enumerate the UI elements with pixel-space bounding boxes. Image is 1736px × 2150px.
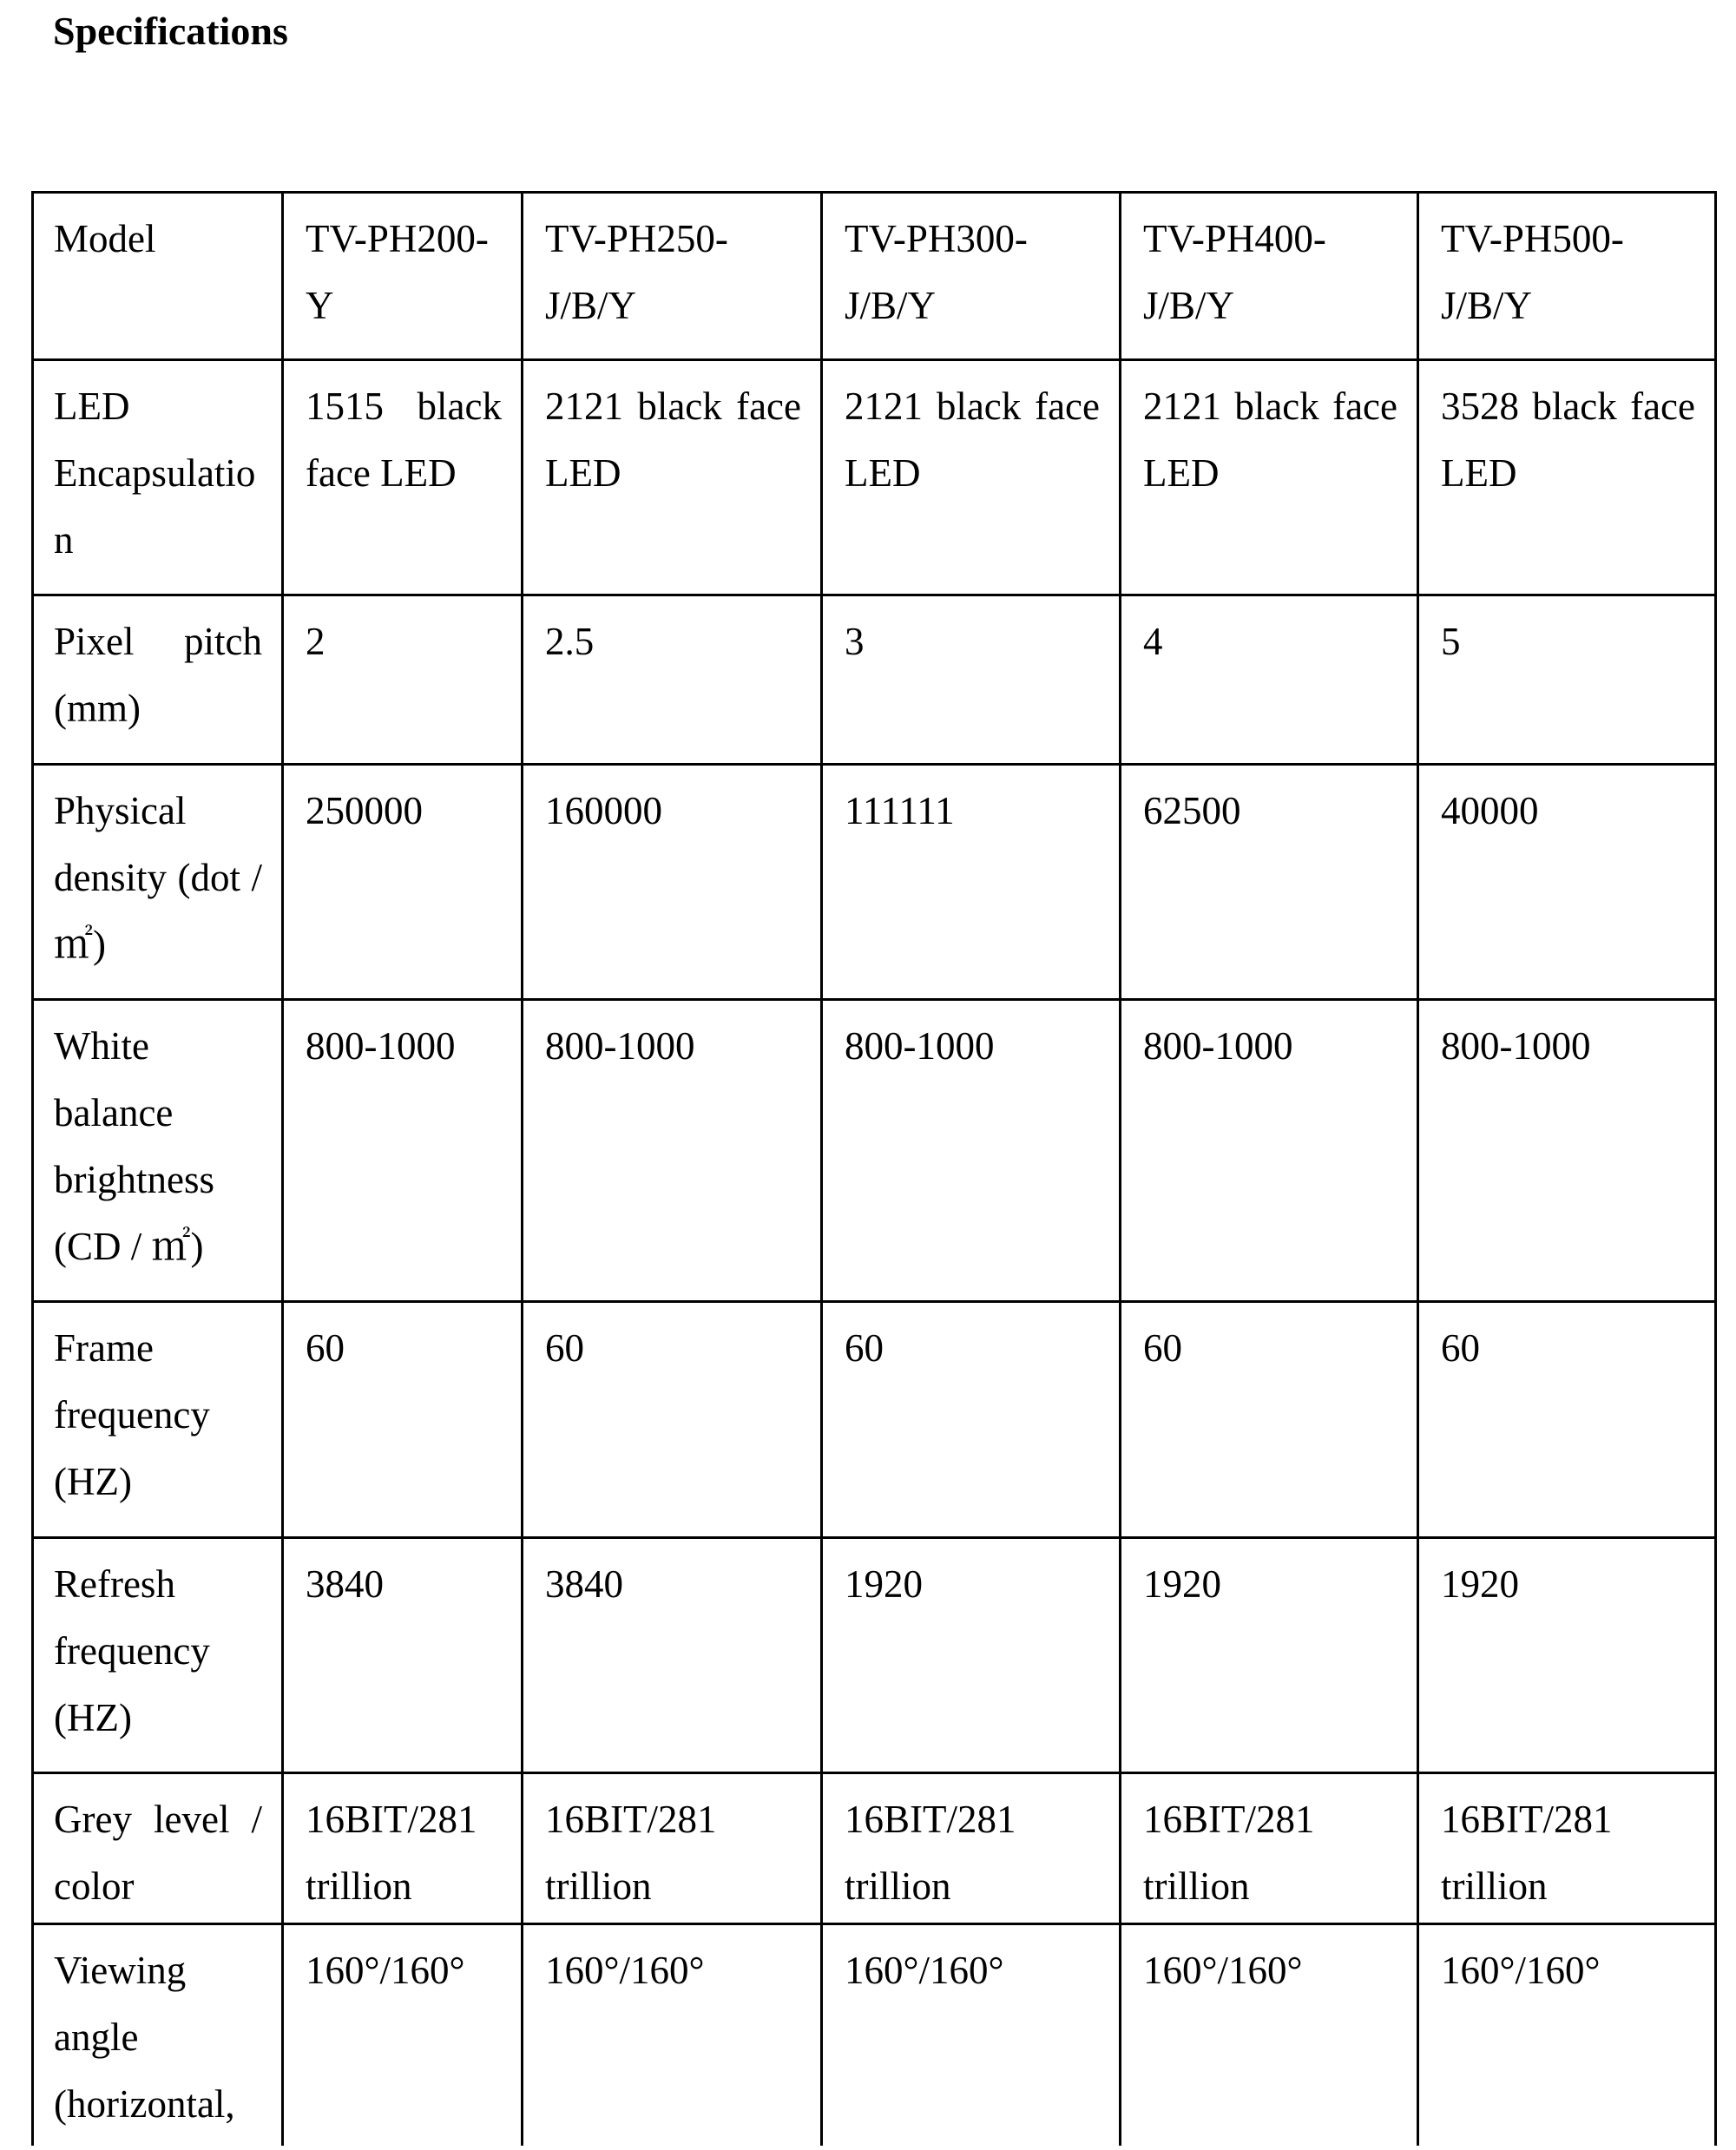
table-cell: 4	[1121, 595, 1418, 765]
model-name-cell: TV-PH300-J/B/Y	[822, 193, 1121, 360]
row-label-cell: Grey level / color	[33, 1773, 283, 1924]
table-cell: 800-1000	[523, 1000, 822, 1302]
table-cell: 160°/160°	[822, 1924, 1121, 2147]
table-row-grey-level	[33, 1773, 1716, 1924]
table-cell: 111111	[822, 765, 1121, 1000]
table-cell: 2	[283, 595, 523, 765]
table-cell: 160°/160°	[283, 1924, 523, 2147]
row-label-cell: White balance brightness (CD / ㎡)	[33, 1000, 283, 1302]
table-cell: 16BIT/281 trillion	[822, 1773, 1121, 1924]
model-name-cell: TV-PH400-J/B/Y	[1121, 193, 1418, 360]
table-cell: 2121 black face LED	[523, 360, 822, 595]
table-header-row	[33, 193, 1716, 360]
table-cell: 60	[283, 1302, 523, 1538]
table-row-refresh-frequency	[33, 1538, 1716, 1773]
table-cell: 250000	[283, 765, 523, 1000]
row-label-model: Model	[33, 193, 283, 360]
table-cell: 3840	[523, 1538, 822, 1773]
model-name-cell: TV-PH200-Y	[283, 193, 523, 360]
table-row-led-encapsulation	[33, 360, 1716, 595]
row-label-cell: Frame frequency (HZ)	[33, 1302, 283, 1538]
table-cell: 16BIT/281 trillion	[1121, 1773, 1418, 1924]
table-cell: 3840	[283, 1538, 523, 1773]
table-cell: 60	[822, 1302, 1121, 1538]
specifications-table	[31, 191, 1717, 2146]
table-cell: 160000	[523, 765, 822, 1000]
page-title: Specifications	[53, 9, 288, 53]
table-cell: 160°/160°	[1121, 1924, 1418, 2147]
table-cell: 16BIT/281 trillion	[283, 1773, 523, 1924]
row-label-cell: Refresh frequency (HZ)	[33, 1538, 283, 1773]
table-cell: 160°/160°	[523, 1924, 822, 2147]
table-row-frame-frequency	[33, 1302, 1716, 1538]
table-cell: 60	[523, 1302, 822, 1538]
row-label-cell: LED Encapsulation	[33, 360, 283, 595]
table-cell: 1515 black face LED	[283, 360, 523, 595]
table-cell: 60	[1418, 1302, 1716, 1538]
row-label-cell: Physical density (dot / ㎡)	[33, 765, 283, 1000]
row-label-cell: Pixel pitch (mm)	[33, 595, 283, 765]
row-label-cell: Viewing angle (horizontal,	[33, 1924, 283, 2147]
table-cell: 62500	[1121, 765, 1418, 1000]
table-cell: 800-1000	[1121, 1000, 1418, 1302]
table-cell: 1920	[822, 1538, 1121, 1773]
table-cell: 60	[1121, 1302, 1418, 1538]
model-name-cell: TV-PH250-J/B/Y	[523, 193, 822, 360]
table-cell: 1920	[1121, 1538, 1418, 1773]
table-cell: 800-1000	[822, 1000, 1121, 1302]
table-row-white-balance-brightness	[33, 1000, 1716, 1302]
table-cell: 2.5	[523, 595, 822, 765]
table-row-physical-density	[33, 765, 1716, 1000]
table-cell: 16BIT/281 trillion	[523, 1773, 822, 1924]
table-cell: 2121 black face LED	[822, 360, 1121, 595]
table-cell: 1920	[1418, 1538, 1716, 1773]
table-cell: 5	[1418, 595, 1716, 765]
table-cell: 160°/160°	[1418, 1924, 1716, 2147]
table-cell: 3	[822, 595, 1121, 765]
table-cell: 800-1000	[1418, 1000, 1716, 1302]
table-cell: 800-1000	[283, 1000, 523, 1302]
model-name-cell: TV-PH500-J/B/Y	[1418, 193, 1716, 360]
table-cell: 3528 black face LED	[1418, 360, 1716, 595]
table-row-viewing-angle	[33, 1924, 1716, 2147]
table-row-pixel-pitch	[33, 595, 1716, 765]
table-cell: 40000	[1418, 765, 1716, 1000]
table-cell: 16BIT/281 trillion	[1418, 1773, 1716, 1924]
table-cell: 2121 black face LED	[1121, 360, 1418, 595]
